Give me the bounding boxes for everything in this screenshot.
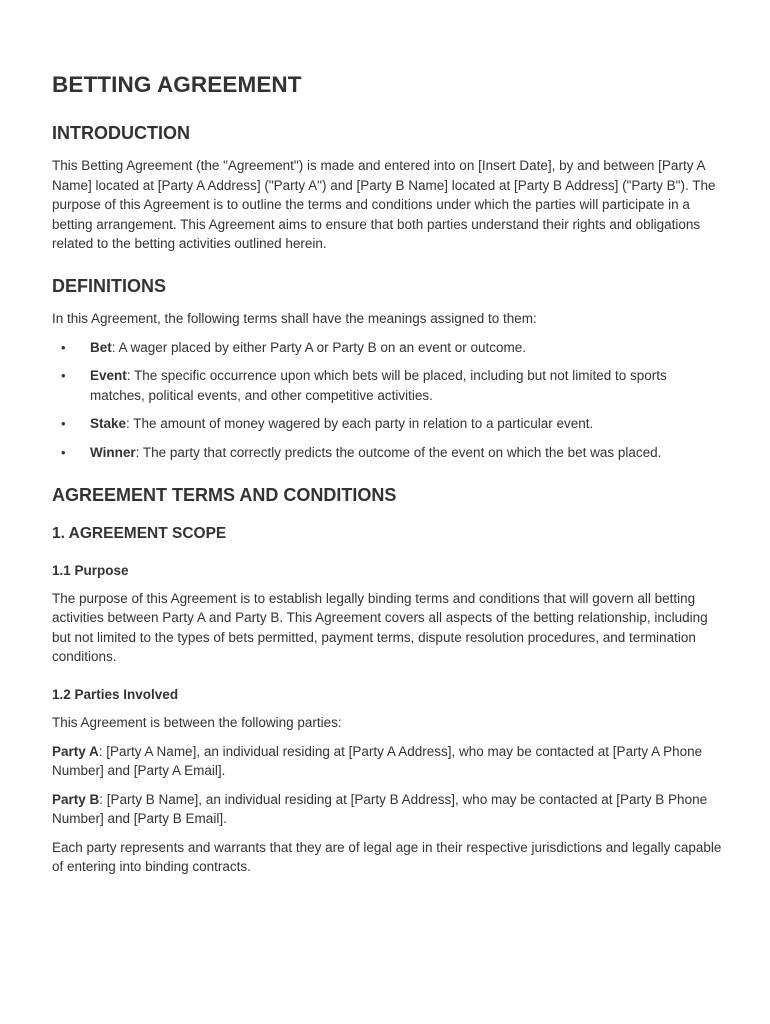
document-title: BETTING AGREEMENT [52, 72, 302, 97]
party-a-text: : [Party A Name], an individual residing at [Party A Address], who may be contacted at [Party A Phone Number] and [Party A Email]. [52, 743, 703, 779]
party-b-paragraph [52, 790, 722, 829]
document-page [52, 70, 722, 877]
list-item [52, 366, 722, 405]
warranty-paragraph: Each party represents and warrants that they are of legal age in their respective jurisdictions and legally capable of entering into binding contracts. [52, 839, 722, 875]
definition-term: Event [90, 368, 127, 384]
definition-term: Stake [90, 416, 127, 432]
introduction-paragraph: This Betting Agreement (the "Agreement") is made and entered into on [Insert Date], by and between [Party A Name] located at [Party A Address] ("Party A") and [Party B Name] located at [Party B Address] ("Party B"). The purpose of this Agreement is to outline the terms and conditions under which the parties will participate in a betting arrangement. This Agreement aims to ensure that both parties understand their rights and obligations related to the betting activities outlined herein. [52, 158, 716, 252]
definition-term: Winner [90, 444, 136, 460]
scope-heading: 1. AGREEMENT SCOPE [52, 524, 227, 542]
parties-lead: This Agreement is between the following parties: [52, 714, 342, 730]
parties-heading: 1.2 Parties Involved [52, 686, 179, 702]
purpose-heading: 1.1 Purpose [52, 562, 129, 578]
party-b-label: Party B [52, 791, 100, 807]
purpose-paragraph: The purpose of this Agreement is to establish legally binding terms and conditions that will govern all betting activities between Party A and Party B. This Agreement covers all aspects of the betting relationship, including but not limited to the types of bets permitted, payment terms, dispute resolution procedures, and termination conditions. [52, 590, 708, 665]
list-item [52, 338, 722, 358]
bullet-icon: • [61, 444, 66, 460]
definition-text: : The specific occurrence upon which bets will be placed, including but not limited to sports matches, political events, and other competitive activities. [90, 368, 667, 403]
bullet-icon: • [61, 416, 66, 432]
list-item [52, 414, 722, 434]
definitions-lead: In this Agreement, the following terms shall have the meanings assigned to them: [52, 310, 537, 326]
party-a-paragraph [52, 742, 722, 781]
bullet-icon: • [61, 339, 66, 355]
list-item [52, 443, 722, 463]
definition-text: : The amount of money wagered by each party in relation to a particular event. [126, 416, 594, 432]
party-a-label: Party A [52, 743, 99, 759]
definitions-list [52, 338, 722, 463]
definitions-heading: DEFINITIONS [52, 275, 167, 296]
definition-text: : A wager placed by either Party A or Party B on an event or outcome. [111, 339, 527, 355]
definition-term: Bet [90, 339, 112, 355]
party-b-text: : [Party B Name], an individual residing at [Party B Address], who may be contacted at [Party B Phone Number] and [Party B Email]. [52, 791, 708, 827]
terms-heading: AGREEMENT TERMS AND CONDITIONS [52, 484, 397, 505]
definition-text: : The party that correctly predicts the outcome of the event on which the bet was placed. [135, 444, 662, 460]
bullet-icon: • [61, 368, 66, 384]
introduction-heading: INTRODUCTION [52, 123, 190, 143]
